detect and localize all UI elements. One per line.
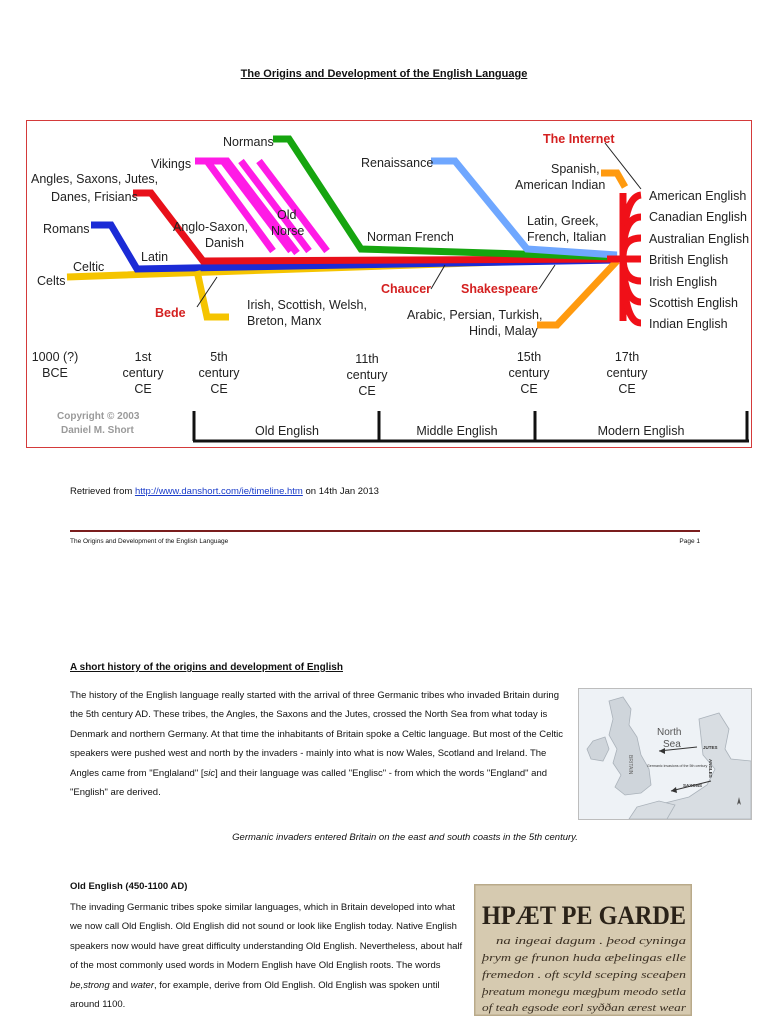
date-3-line-3: CE — [358, 384, 376, 398]
map-label-angles: ANGLES — [708, 759, 713, 778]
date-2-line-3: CE — [210, 382, 228, 396]
label-renaissance: Renaissance — [361, 156, 434, 170]
arabic-branch — [537, 261, 617, 325]
retrieved-suffix: on 14th Jan 2013 — [302, 486, 379, 497]
period-old-english: Old English — [255, 424, 319, 438]
date-markers — [32, 350, 649, 398]
label-english-2: Australian English — [649, 232, 750, 246]
sic-word: sic — [203, 767, 216, 779]
retrieved-prefix: Retrieved from — [70, 486, 135, 497]
label-english-1: Canadian English — [649, 210, 747, 224]
label-the-internet: The Internet — [543, 132, 615, 146]
date-0-line-2: BCE — [42, 366, 68, 380]
date-0-line-1: 1000 (?) — [31, 350, 79, 364]
label-anglo-saxon-1: Anglo-Saxon, — [173, 220, 249, 234]
date-1-line-2: century — [122, 366, 164, 380]
date-2-line-2: century — [198, 366, 240, 380]
label-bede: Bede — [155, 306, 186, 320]
label-spanish-1: Spanish, — [551, 162, 600, 176]
date-3-line-1: 11th — [355, 352, 379, 366]
label-english-0: American English — [649, 189, 747, 203]
label-chaucer: Chaucer — [381, 282, 432, 296]
label-english-3: British English — [649, 253, 729, 267]
english-branches — [607, 195, 641, 323]
section-heading: A short history of the origins and development of English — [70, 662, 343, 673]
date-3-line-2: century — [346, 368, 388, 382]
label-shakespeare: Shakespeare — [461, 282, 539, 296]
document-title: The Origins and Development of the English Language — [240, 68, 528, 80]
word-water: water — [130, 979, 154, 991]
label-english-5: Scottish English — [649, 296, 738, 310]
period-modern-english: Modern English — [597, 424, 685, 438]
history-text-a: The history of the English language really started with the arrival of three Germanic tribes who invaded Britain during the 5th century AD. These tribes, the Angles, the Saxons and the Jutes, crossed the North Sea from what today is Denmark and northern Germany. At that time the inhabitants of Britain spoke a Celtic language. But most of the Celtic speakers were pushed west and north by the invaders - mainly into what is now Wales, Scotland and Ireland. The Angles came from "Englaland" [ — [70, 690, 564, 779]
history-text-b: ] and their language was called "Englisc" - from which the words "England" and "English" are derived. — [70, 767, 548, 799]
copyright-line-2: Daniel M. Short — [61, 425, 134, 436]
label-vikings: Vikings — [151, 157, 192, 171]
footer-rule — [70, 530, 700, 532]
celtic-survival — [197, 271, 229, 317]
chaucer-pointer — [431, 265, 445, 289]
word-be: be, — [70, 979, 84, 991]
map-label-britain: BRITAIN — [627, 755, 633, 775]
label-romans: Romans — [43, 222, 90, 236]
manuscript-line-5: of teah egsode eorl syððan ærest wear — [482, 1002, 687, 1014]
beowulf-manuscript-image — [474, 884, 692, 1016]
label-english-4: Irish English — [649, 275, 718, 289]
map-label-saxons: SAXONS — [683, 783, 703, 788]
label-latin: Latin — [141, 250, 169, 264]
timeline-diagram — [26, 120, 752, 448]
map-label-sea: Sea — [663, 739, 681, 750]
label-irish-1: Irish, Scottish, Welsh, — [247, 298, 367, 312]
date-4-line-1: 15th — [516, 350, 542, 364]
manuscript-line-4: þreatum monegu mægþum meodo setla — [480, 986, 687, 998]
label-angles-1: Angles, Saxons, Jutes, — [31, 172, 159, 186]
manuscript-line-1: na ingeai dagum . þeod cyninga — [496, 935, 687, 947]
label-irish-2: Breton, Manx — [247, 314, 322, 328]
label-spanish-2: American Indian — [515, 178, 606, 192]
old-english-text-b: , for example, derive from Old English. Old English was spoken until around 1100. — [70, 979, 440, 1011]
word-strong: strong — [83, 979, 110, 991]
date-5-line-3: CE — [618, 382, 636, 396]
label-latin-greek-2: French, Italian — [527, 230, 607, 244]
manuscript-line-2: þrym ge frunon huda æþelingas elle — [480, 952, 687, 964]
date-5-line-1: 17th — [614, 350, 640, 364]
date-1-line-3: CE — [134, 382, 152, 396]
history-paragraph — [70, 686, 570, 802]
date-2-line-1: 5th — [210, 350, 228, 364]
period-middle-english: Middle English — [416, 424, 498, 438]
date-5-line-2: century — [606, 366, 648, 380]
label-old-norse-1: Old — [277, 208, 297, 222]
source-link[interactable]: http://www.danshort.com/ie/timeline.htm — [134, 486, 303, 497]
old-english-text-mid: and — [109, 979, 131, 991]
manuscript-line-3: fremedon . oft scyld sceping sceaþen — [482, 969, 687, 981]
germanic-invasions-map — [578, 688, 752, 820]
label-latin-greek-1: Latin, Greek, — [527, 214, 599, 228]
map-svg — [579, 689, 751, 819]
timeline-svg — [27, 121, 753, 449]
label-english-6: Indian English — [649, 317, 728, 331]
map-caption: Germanic invaders entered Britain on the east and south coasts in the 5th century. — [232, 832, 578, 843]
old-english-paragraph — [70, 898, 465, 1014]
manuscript-heading: HPÆT PE GARDE — [482, 901, 686, 930]
map-label-jutes: JUTES — [703, 745, 718, 750]
copyright-line-1: Copyright © 2003 — [57, 411, 140, 422]
label-angles-2: Danes, Frisians — [51, 190, 138, 204]
manuscript-svg — [474, 884, 692, 1016]
map-label-north: North — [657, 727, 682, 738]
label-normans: Normans — [223, 135, 274, 149]
old-english-text-a: The invading Germanic tribes spoke similar languages, which in Britain developed into what we now call Old English. Old English did not sound or look like English today. Native English speakers now would have great difficulty understanding Old English. Nevertheless, about half of the most commonly used words in Modern English have Old English roots. The words — [70, 902, 463, 972]
map-label-invasions: Germanic invasions of the 5th century — [647, 764, 708, 768]
label-arabic-1: Arabic, Persian, Turkish, — [407, 308, 543, 322]
footer-page-number: Page 1 — [679, 538, 700, 545]
old-english-heading: Old English (450-1100 AD) — [70, 881, 188, 892]
label-old-norse-2: Norse — [271, 224, 305, 238]
label-norman-french: Norman French — [367, 230, 454, 244]
date-1-line-1: 1st — [134, 350, 152, 364]
shakespeare-pointer — [539, 265, 555, 289]
date-4-line-3: CE — [520, 382, 538, 396]
footer-title: The Origins and Development of the English Language — [70, 538, 229, 545]
label-arabic-2: Hindi, Malay — [469, 324, 538, 338]
retrieved-from-note — [70, 486, 379, 497]
label-celts: Celts — [37, 274, 66, 288]
date-4-line-2: century — [508, 366, 550, 380]
label-anglo-saxon-2: Danish — [205, 236, 244, 250]
label-celtic: Celtic — [73, 260, 105, 274]
